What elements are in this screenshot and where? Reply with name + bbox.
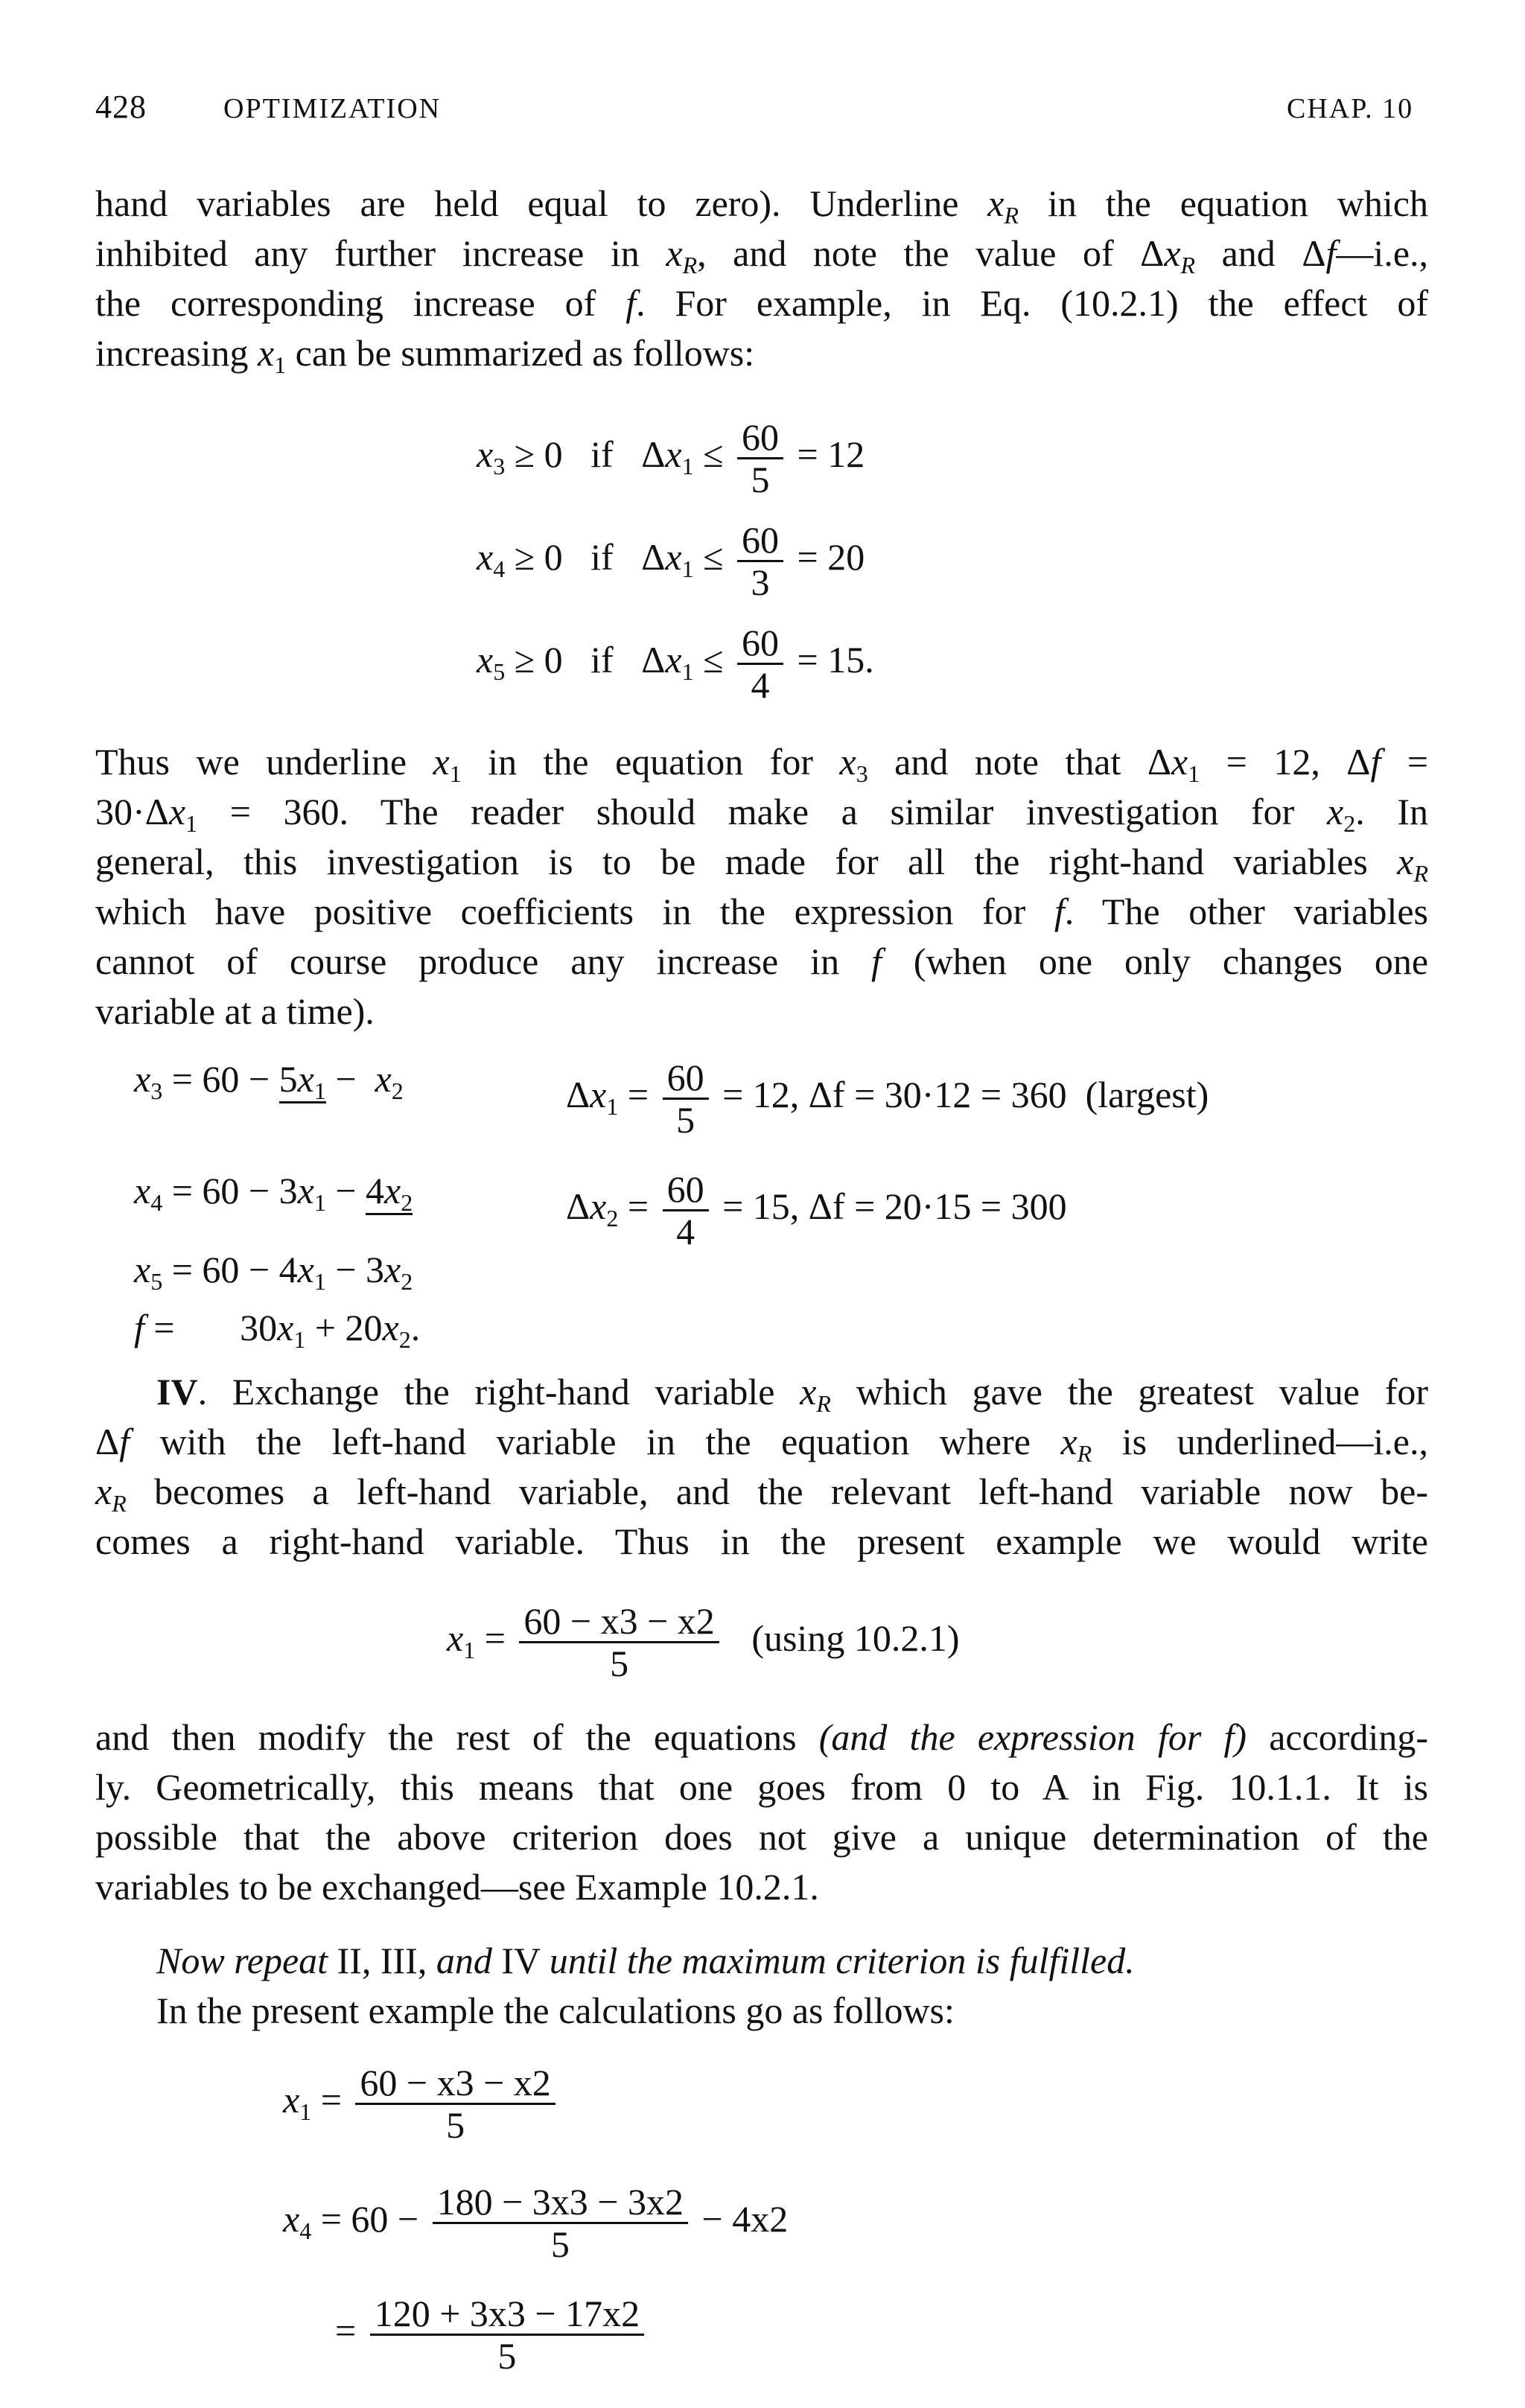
page-number: 428 [95, 89, 147, 125]
paragraph-1: hand variables are held equal to zero). Underline $x_R$ in the equation which inhibited any further increase in $x_R$, and note the value of $\Delta x_R$ and Δf—i.e., the corresponding increase of f. For example, in Eq. (10.2.1) the effect of increasing $x_1$ can be summarized as follows: [95, 182, 1429, 378]
chapter-label: CHAP. 10 [1287, 93, 1414, 124]
equation-f: f = $30x_1 + 20x_2$. [134, 1307, 421, 1353]
paragraph-4: and then modify the rest of the equations (and the expression for f) according- ly. Geometrically, this means that one goes from 0 to A in Fig. 10.1.1. It is possible that the above criterion does not give a unique determination of the variables to be exchanged—see Example 10.2.1. [95, 1716, 1428, 1908]
paragraph-5: Now repeat II, III, and IV until the maximum criterion is fulfilled. In the present example the calculations go as follows: [156, 1940, 1135, 2031]
calc-x4: $x_4 = 60$ − $\frac{180 - 3x3 - 3x2}{5}$ − 4x2 [283, 2181, 789, 2265]
paragraph-2: Thus we underline $x_1$ in the equation for $x_3$ and note that $\Delta x_1 = 12$, Δf = $30\cdot\Delta x_1 = 360$. The reader should make a similar investigation for $x_2$. In general, this investigation is to be made for all the right-hand variables $x_R$ which have positive coefficients in the expression for f. The other variables cannot of course produce any increase in f (when one only changes one variable at a time). [95, 741, 1429, 1032]
condition-x3: $x_3 \ge 0$ if $\Delta x_1$ ≤ $\frac{60}{5}$ = 12 [477, 416, 865, 500]
calc-x1: $x_1$ = $\frac{60 - x3 - x2}{5}$ [283, 2063, 560, 2145]
paragraph-step-iv-cont: Δf with the left-hand variable in the equation where $x_R$ is underlined—i.e., $x_R$ becomes a left-hand variable, and the relevant left-hand variable now be- comes a right-hand variable. Thus in the present example we would write [95, 1421, 1428, 1562]
condition-x5: $x_5 \ge 0$ if $\Delta x_1$ ≤ $\frac{60}{4}$ = 15. [477, 622, 874, 706]
equation-x3-delta: $\Delta x_1$ = $\frac{60}{5}$ = 12, Δf = 30·12 = 360 (largest) [566, 1057, 1209, 1141]
exchange-equation: $x_1$ = $\frac{60 - x3 - x2}{5}$ (using 10.2.1) [447, 1600, 960, 1684]
calc-x4-simplified: = $\frac{120 + 3x3 - 17x2}{5}$ [335, 2293, 649, 2376]
running-title: OPTIMIZATION [223, 93, 442, 124]
equation-x4-delta: $\Delta x_2$ = $\frac{60}{4}$ = 15, Δf = 20·15 = 300 [566, 1168, 1067, 1252]
condition-x4: $x_4 \ge 0$ if $\Delta x_1$ ≤ $\frac{60}{3}$ = 20 [477, 519, 865, 603]
paragraph-step-iv: IV. Exchange the right-hand variable $x_R$ which gave the greatest value for [156, 1371, 1429, 1417]
equation-x5: $x_5 = 60 - 4x_1 - 3x_2$ [134, 1249, 413, 1295]
equation-x3: $x_3 = 60 - 5x_1 - x_2$ [134, 1058, 404, 1104]
equation-x4: $x_4 = 60 - 3x_1 - 4x_2$ [134, 1170, 413, 1216]
